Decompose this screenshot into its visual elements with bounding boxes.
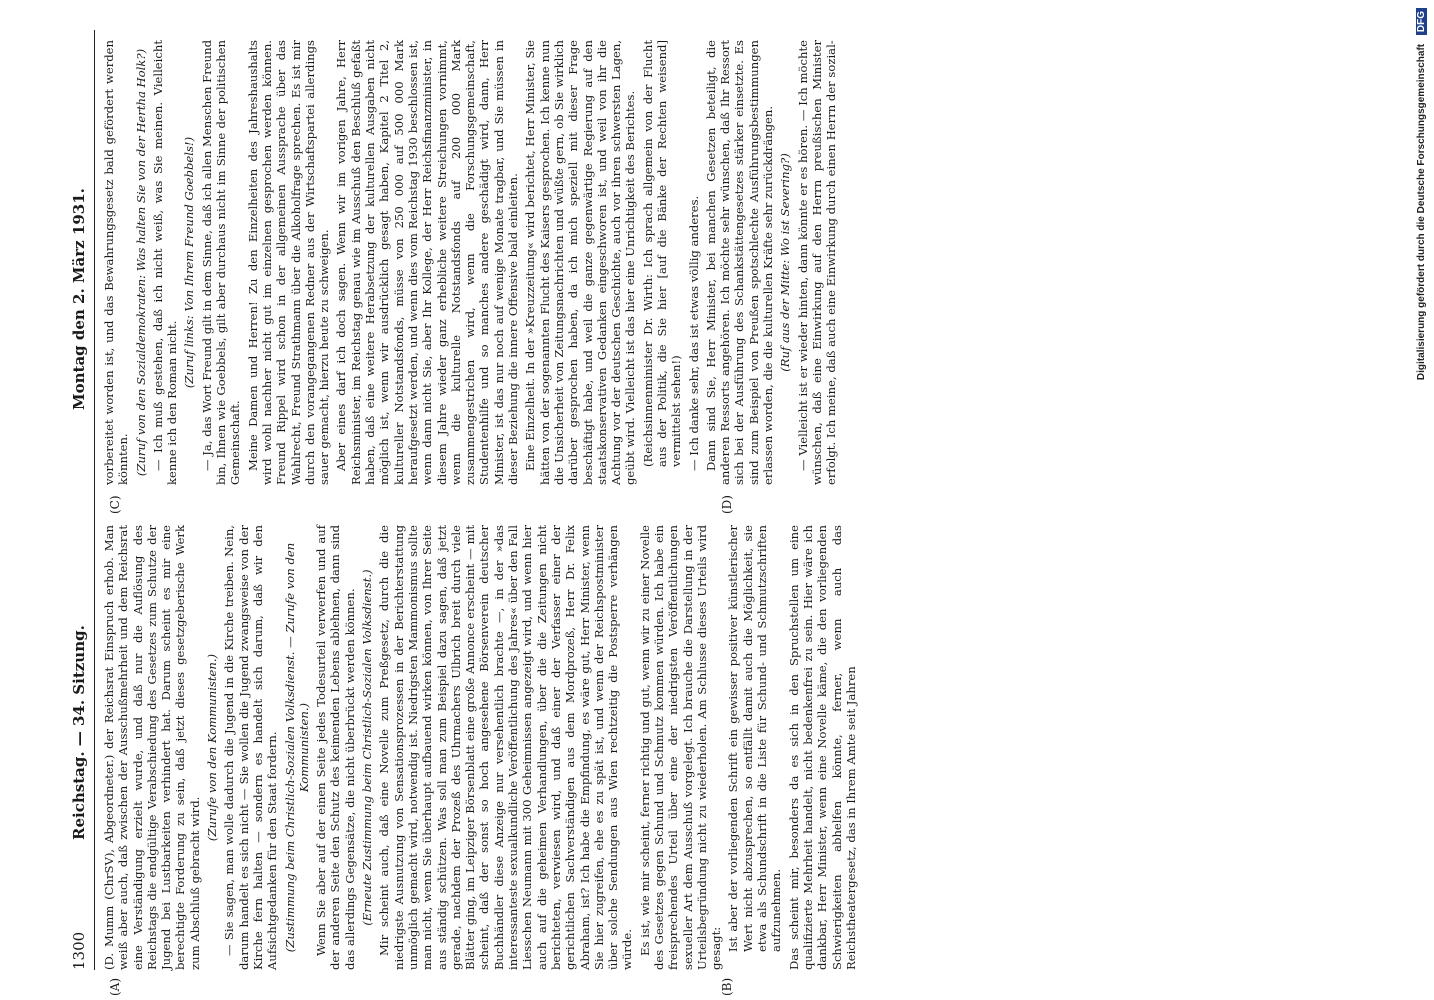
paragraph: Meine Damen und Herren! Zu den Einzelheiten des Jahreshaushalts wird wohl nachher nicht gut im einzelnen gesprochen werden können. Freund Rippel wird schon in der allgemeinen Aussprache über das Wahlrecht, Freund Strathmann über die Alkoholfrage sprechen. Es ist mir durch den vorangegangenen Redner aus der Wirtschaftspartei allerdings sauer gemacht, hierzu heute zu schweigen.	[245, 40, 332, 485]
footer-text-wrap	[1416, 8, 1434, 988]
paragraph: Das scheint mir, besonders da es sich in den Spruchstellen um eine qualifizierte Mehrheit handelt, nicht bedenkenfrei zu sein. Hier wäre ich dankbar, Herr Minister, wenn eine Novelle käme, die den vorliegenden Schwierigkeiten abhelfen könnte, ferner, wenn auch das Reichstheatergesetz, das in Ihrem Amte seit Jahren	[786, 525, 858, 970]
paragraph: Es ist, wie mir scheint, ferner richtig und gut, wenn wir zu einer Novelle des Gesetzes gegen Schund und Schmutz kommen würden. Ich habe ein freisprechendes Urteil über eine der niedrigsten Veröffentlichungen sexueller Art dem Ausschuß vorgelegt. Ich brauche die Darstellung in der Urteilsbegründung nicht zu wiederholen. Am Schlusse dieses Urteils wird gesagt:	[637, 525, 724, 970]
page-number: 1300	[70, 931, 88, 970]
interjection: (Ruf aus der Mitte: Wo ist Severing?)	[778, 153, 793, 372]
paragraph: — Ich muß gestehen, daß ich nicht weiß, was Sie meinen. Vielleicht kenne ich den Roman nicht.	[150, 40, 180, 485]
paragraph: — Ich danke sehr, das ist etwas völlig anderes.	[686, 195, 701, 471]
interjection: (Zurufe von den Kommunisten.)	[205, 653, 220, 842]
header-right-title: Montag den 2. März 1931.	[70, 188, 88, 410]
dfg-logo: DFG	[1416, 8, 1427, 35]
paragraph: — Vielleicht ist er wieder hinten, dann könnte er es hören. — Ich möchte wünschen, daß eine Einwirkung auf den Herrn preußischen Minister erfolgt. Ich meine, daß auch eine Einwirkung durch einen Herrn der sozial-	[795, 40, 839, 485]
margin-mark-d: (D)	[720, 495, 734, 514]
paragraph: vorbereitet worden ist, und das Bewahrungsgesetz bald gefördert werden könnten.	[102, 40, 131, 485]
margin-mark-b: (B)	[720, 977, 734, 996]
block-quote: Ist aber der vorliegenden Schrift ein gewisser positiver künstlerischer Wert nicht abzusprechen, so entfällt damit auch die Möglichkeit, sie etwa als Schundschrift in die Liste für Schund- und Schmutzschriften aufzunehmen.	[726, 525, 784, 952]
right-column	[102, 40, 842, 485]
interjection: (Erneute Zustimmung beim Christlich-Sozialen Volksdienst.)	[360, 569, 375, 926]
rotated-page	[60, 0, 1350, 1000]
paragraph: — Ja, das Wort Freund gilt in dem Sinne, daß ich allen Menschen Freund bin, Ihnen wie Goebbels, gilt aber durchaus nicht im Sinne der politischen Gemeinschaft.	[199, 40, 243, 485]
paragraph: (D. Mumm (ChrSV), Abgeordneter.) der Reichsrat Einspruch erhob. Man weiß aber auch, daß zwischen der Ausschußmehrheit und dem Reichsrat eine Verständigung erzielt wurde, und daß nur die Auflösung des Reichstags die endgültige Verabschiedung des Gesetzes zum Schutze der Jugend bei Lustbarkeiten verhindert hat. Darum scheint es mir eine berechtigte Forderung zu sein, daß jetzt dieses gesetzgeberische Werk zum Abschluß gebracht wird.	[102, 525, 202, 970]
footer-text: Digitalisierung gefördert durch die Deutsche Forschungsgemeinschaft	[1416, 43, 1427, 381]
left-column	[102, 525, 861, 970]
paragraph: Eine Einzelheit. In der »Kreuzzeitung« wird berichtet, Herr Minister, Sie hätten von der sogenannten Flucht des Kaisers gesprochen. Ich kenne nun die Unsicherheit von Zeitungsnachrichten und wüßte gern, ob Sie wirklich darüber gesprochen haben, da ich mich speziell mit dieser Frage beschäftigt habe, und weil die ganze gegenwärtige Regierung auf den staatskonservativen Gedanken eingeschworen ist, und weil von ihr die Achtung vor der deutschen Geschichte, auch vor ihren schwersten Lagen, geübt wird. Vielleicht ist das hier eine Unrichtigkeit des Berichtes.	[523, 40, 638, 485]
interjection: (Zuruf links: Von Ihrem Freund Goebbels!)	[182, 136, 197, 389]
margin-mark-a: (A)	[108, 977, 122, 996]
paragraph: Mir scheint auch, daß eine Novelle zum Preßgesetz, durch die die niedrigste Ausnutzung von Sensationsprozessen in der Berichterstattung unmöglich gemacht wird, notwendig ist. Niedrigsten Mammonismus sollte man nicht, wenn Sie überhaupt aufbauend wirken können, von Ihrer Seite aus ständig schützen. Was soll man zum Beispiel dazu sagen, daß jetzt gerade, nachdem der Prozeß des Uhrmachers Ulbrich breit durch viele Blätter ging, im Leipziger Börsenblatt eine große Annonce erscheint — mit scheint, daß der sonst so hoch angesehene Börsenverein deutscher Buchhändler diese Anzeige nur versehentlich brachte —, in der »das interessanteste sexualkundliche Veröffentlichung des Jahres« über den Fall Liesschen Neumann mit 300 Geheimnissen angezeigt wird, und wenn hier auch auf die geheimen Verhandlungen, über die die Zeitungen nicht berichteten, verwiesen wird, und daß einer der Verfasser einer der gerichtlichen Sachverständigen aus dem Mordprozeß, Herr Dr. Felix Abraham, ist? Ich habe die Empfindung, es wäre gut, Herr Minister, wenn Sie hier zugreifen, ehe es zu spät ist, und wenn der Reichspostminister über solche Sendungen aus Wien rechtzeitig die Postsperre verhängen würde.	[377, 525, 635, 970]
interjection: (Reichsinnenminister Dr. Wirth: Ich sprach allgemein von der Flucht aus der Politik, die Sie hier [auf die Bänke der Rechten weisend] vermittelst sehen!)	[640, 40, 684, 467]
paragraph: Dann sind Sie, Herr Minister, bei manchen Gesetzen beteiligt, die anderen Ressorts angehören. Ich möchte sehr wünschen, daß Ihr Ressort sich bei der Ausführung des Schankstättengesetzes stärker einsetzte. Es sind zum Beispiel von Preußen spotschlechte Ausführungsbestimmungen erlassen worden, die die kulturellen Kräfte sehr zurückdrängen.	[703, 40, 776, 485]
interjection: (Zuruf von den Sozialdemokraten: Was halten Sie von der Hertha Holk?)	[133, 48, 148, 477]
page-header	[68, 30, 95, 970]
interjection: (Zustimmung beim Christlich-Sozialen Volksdienst. — Zurufe von den Kommunisten.)	[282, 542, 311, 953]
paragraph: Aber eines darf ich doch sagen. Wenn wir im vorigen Jahre, Herr Reichsminister, im Reichstag genau wie im Ausschuß den Beschluß gefaßt haben, daß eine weitere Herabsetzung der kulturellen Ausgaben nicht möglich ist, wenn wir ausdrücklich gesagt haben, Kapitel 2 Titel 2, kultureller Notstandsfonds, müsse von 250 000 auf 500 000 Mark heraufgesetzt werden, und wenn dies vom Reichstag 1930 beschlossen ist, wenn dann nicht Sie, aber Ihr Kollege, der Herr Reichsfinanzminister, in diesem Jahre wieder ganz erhebliche weitere Streichungen vornimmt, wenn die kulturelle Notstandsfonds auf 200 000 Mark zusammengestrichen wird, wenn die Forschungsgemeinschaft, Studentenhilfe und so manches andere geschädigt wird, dann, Herr Minister, ist das nur noch auf wenige Monate tragbar, und Sie müssen in dieser Beziehung die innere Offensive bald einleiten.	[334, 40, 521, 485]
header-left-title: Reichstag. — 34. Sitzung.	[70, 625, 88, 840]
paragraph: Wenn Sie aber auf der einen Seite jedes Todesurteil verwerfen und auf der anderen Seite den Schutz des keimenden Lebens ablehnen, dann sind das allerdings Gegensätze, die nicht überbrückt werden können.	[314, 525, 357, 970]
paragraph: — Sie sagen, man wolle dadurch die Jugend in die Kirche treiben. Nein, darum handelt es sich nicht — Sie wollen die Jugend zwangsweise von der Kirche fern halten — sondern es handelt sich darum, daß wir den Aufsichtgedanken für den Staat fordern.	[222, 525, 280, 970]
margin-mark-c: (C)	[108, 495, 122, 514]
digitization-footer	[1416, 8, 1434, 988]
